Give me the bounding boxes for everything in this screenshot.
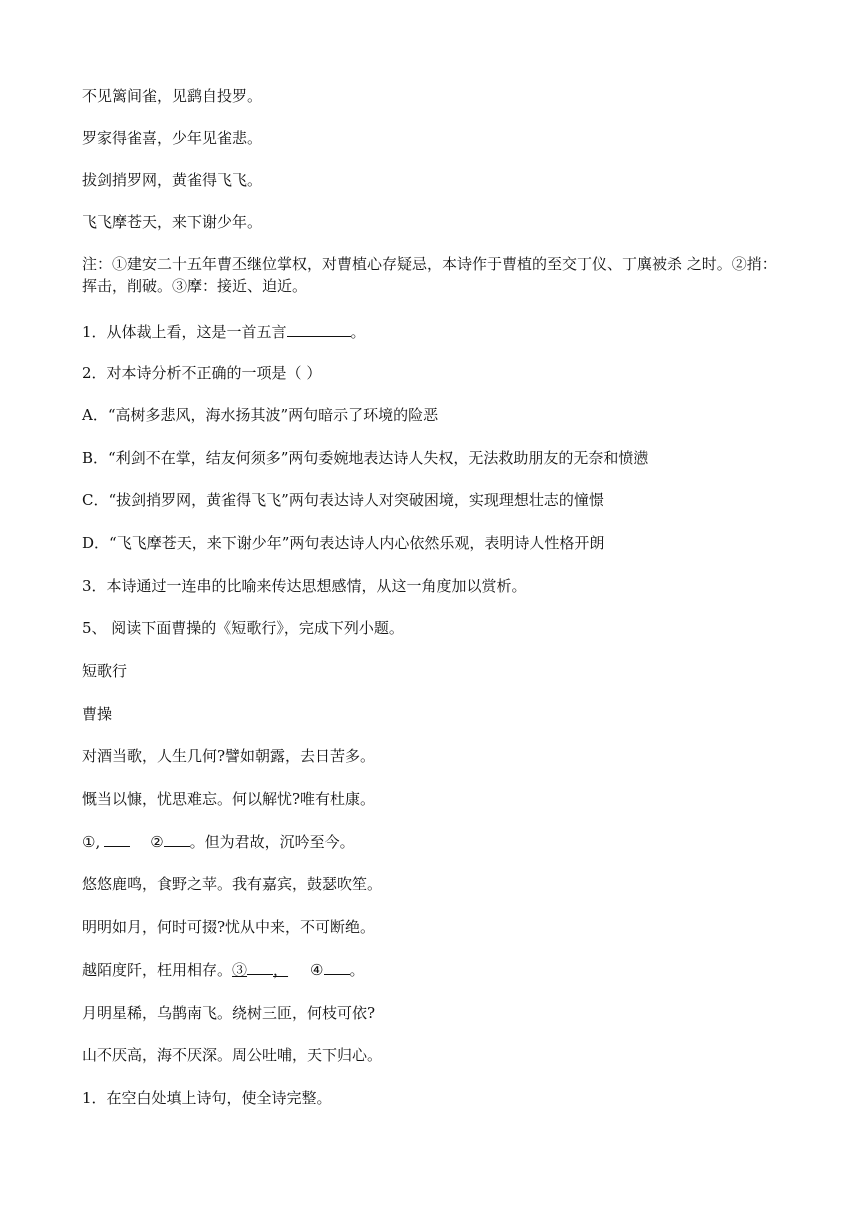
answer-blank[interactable] bbox=[247, 960, 273, 975]
question-3: 3．本诗通过一连串的比喻来传达思想感情，从这一角度加以赏析。 bbox=[82, 577, 527, 595]
poem-line: 月明星稀，乌鹊南飞。绕树三匝，何枝可依? bbox=[82, 1004, 376, 1022]
question-1-text: 1．从体裁上看，这是一首五言 bbox=[82, 323, 287, 341]
answer-blank[interactable] bbox=[287, 322, 351, 337]
section-5-question-1: 1．在空白处填上诗句，使全诗完整。 bbox=[82, 1089, 332, 1107]
poem-title: 短歌行 bbox=[82, 662, 128, 680]
option-c: C．“拔剑捎罗网，黄雀得飞飞”两句表达诗人对突破困境，实现理想壮志的憧憬 bbox=[82, 491, 604, 509]
blank-label-4: ④ bbox=[310, 961, 324, 979]
question-1 bbox=[82, 322, 782, 342]
poem-line: 对酒当歌，人生几何?譬如朝露，去日苦多。 bbox=[82, 747, 376, 765]
poem-line: 明明如月，何时可掇?忧从中来，不可断绝。 bbox=[82, 918, 376, 936]
option-b: B．“利剑不在掌，结友何须多”两句委婉地表达诗人失权，无法救助朋友的无奈和愤懑 bbox=[82, 449, 649, 467]
fill-line-2-end: 。 bbox=[349, 961, 365, 979]
option-a: A．“高树多悲风，海水扬其波”两句暗示了环境的险恶 bbox=[82, 406, 439, 424]
poem-line: 罗家得雀喜，少年见雀悲。 bbox=[82, 129, 263, 147]
poem-note: 注：①建安二十五年曹丕继位掌权，对曹植心存疑忌，本诗作于曹植的至交丁仪、丁廙被杀 之时。②捎：挥击，削破。③摩：接近、迫近。 bbox=[82, 255, 777, 295]
answer-blank[interactable] bbox=[164, 832, 190, 847]
poem-author: 曹操 bbox=[82, 705, 113, 723]
blank-label-2: ② bbox=[150, 833, 164, 851]
blank-comma: ， bbox=[273, 961, 289, 979]
poem-line: 慨当以慷，忧思难忘。何以解忧?唯有杜康。 bbox=[82, 790, 376, 808]
fill-line-2-head: 越陌度阡，枉用相存。 bbox=[82, 961, 233, 979]
blank-label-3: ③ bbox=[232, 961, 248, 979]
fill-line-1-tail: 。但为君故，沉吟至今。 bbox=[189, 833, 355, 851]
question-1-end: 。 bbox=[350, 323, 366, 341]
option-d: D．“飞飞摩苍天，来下谢少年”两句表达诗人内心依然乐观，表明诗人性格开朗 bbox=[82, 534, 605, 552]
poem-line: 山不厌高，海不厌深。周公吐哺，天下归心。 bbox=[82, 1046, 383, 1064]
section-5-intro: 5、 阅读下面曹操的《短歌行》，完成下列小题。 bbox=[82, 619, 404, 637]
fill-line-1 bbox=[82, 832, 782, 852]
answer-blank[interactable] bbox=[104, 832, 130, 847]
poem-line: 不见篱间雀，见鹞自投罗。 bbox=[82, 87, 263, 105]
poem-line: 拔剑捎罗网，黄雀得飞飞。 bbox=[82, 171, 263, 189]
answer-blank[interactable] bbox=[324, 960, 350, 975]
poem-line: 悠悠鹿鸣，食野之苹。我有嘉宾，鼓瑟吹笙。 bbox=[82, 875, 383, 893]
fill-line-2 bbox=[82, 960, 782, 980]
question-2-stem: 2．对本诗分析不正确的一项是（ ） bbox=[82, 364, 322, 382]
blank-label-1: ①, bbox=[82, 833, 101, 851]
poem-line: 飞飞摩苍天，来下谢少年。 bbox=[82, 213, 263, 231]
